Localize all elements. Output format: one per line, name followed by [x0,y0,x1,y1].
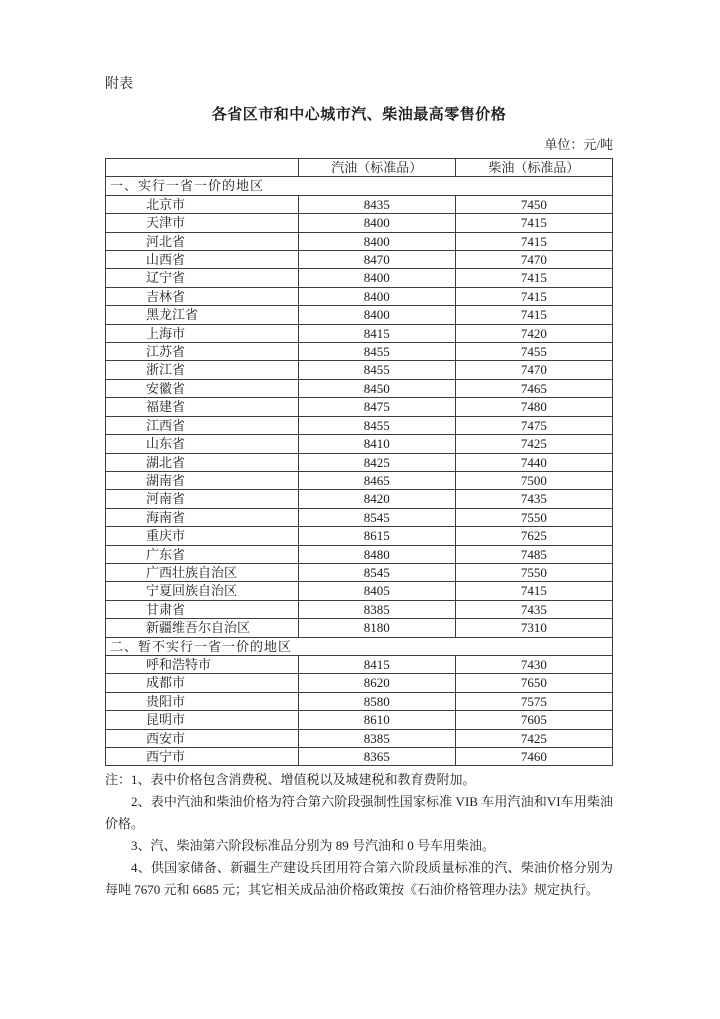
gasoline-price: 8545 [298,508,455,526]
table-row [106,343,613,361]
gasoline-price: 8465 [298,471,455,489]
gasoline-price: 8415 [298,655,455,673]
table-row [106,306,613,324]
diesel-price: 7465 [455,379,612,397]
diesel-price: 7420 [455,324,612,342]
region-name: 吉林省 [106,287,299,305]
region-name: 西安市 [106,729,299,747]
region-name: 甘肃省 [106,600,299,618]
diesel-price: 7440 [455,453,612,471]
unit-label: 单位：元/吨 [544,137,613,152]
table-row [106,655,613,673]
diesel-price: 7425 [455,435,612,453]
region-name: 湖南省 [106,471,299,489]
region-name: 江苏省 [106,343,299,361]
region-name: 广西壮族自治区 [106,563,299,581]
section-heading: 一、实行一省一价的地区 [106,177,613,195]
diesel-price: 7450 [455,195,612,213]
region-name: 江西省 [106,416,299,434]
diesel-price: 7480 [455,398,612,416]
table-row [106,582,613,600]
diesel-price: 7455 [455,343,612,361]
diesel-price: 7625 [455,527,612,545]
table-header-row [106,159,613,177]
gasoline-price: 8620 [298,674,455,692]
table-row [106,453,613,471]
gasoline-price: 8400 [298,269,455,287]
region-name: 贵阳市 [106,692,299,710]
table-row [106,471,613,489]
diesel-price: 7650 [455,674,612,692]
diesel-price: 7310 [455,619,612,637]
gasoline-price: 8610 [298,711,455,729]
region-name: 上海市 [106,324,299,342]
region-name: 河南省 [106,490,299,508]
gasoline-price: 8455 [298,343,455,361]
region-name: 西宁市 [106,748,299,766]
section-heading-row [106,177,613,195]
gasoline-price: 8470 [298,251,455,269]
diesel-price: 7415 [455,214,612,232]
table-row [106,527,613,545]
gasoline-price: 8415 [298,324,455,342]
diesel-price: 7415 [455,269,612,287]
region-name: 北京市 [106,195,299,213]
gasoline-price: 8385 [298,600,455,618]
note-item-4: 4、供国家储备、新疆生产建设兵团用符合第六阶段质量标准的汽、柴油价格分别为每吨 7670 元和 6685 元；其它相关成品油价格政策按《石油价格管理办法》规定执行。 [105,860,613,898]
gasoline-price: 8400 [298,232,455,250]
table-row [106,729,613,747]
region-name: 湖北省 [106,453,299,471]
table-row [106,416,613,434]
region-name: 昆明市 [106,711,299,729]
region-name: 宁夏回族自治区 [106,582,299,600]
diesel-price: 7415 [455,232,612,250]
section-heading-row [106,637,613,655]
section-heading: 二、暂不实行一省一价的地区 [106,637,613,655]
table-row [106,398,613,416]
gasoline-price: 8410 [298,435,455,453]
table-row [106,490,613,508]
gasoline-price: 8475 [298,398,455,416]
region-name: 福建省 [106,398,299,416]
diesel-price: 7550 [455,508,612,526]
annex-label: 附表 [105,77,133,92]
gasoline-price: 8400 [298,287,455,305]
column-header-gasoline: 汽油（标准品） [298,159,455,177]
region-name: 河北省 [106,232,299,250]
diesel-price: 7460 [455,748,612,766]
table-row [106,508,613,526]
table-row [106,748,613,766]
table-row [106,251,613,269]
diesel-price: 7415 [455,582,612,600]
table-row [106,563,613,581]
region-name: 浙江省 [106,361,299,379]
region-name: 新疆维吾尔自治区 [106,619,299,637]
table-row [106,232,613,250]
table-row [106,269,613,287]
region-name: 天津市 [106,214,299,232]
gasoline-price: 8385 [298,729,455,747]
gasoline-price: 8545 [298,563,455,581]
gasoline-price: 8455 [298,416,455,434]
region-name: 重庆市 [106,527,299,545]
diesel-price: 7550 [455,563,612,581]
gasoline-price: 8615 [298,527,455,545]
note-item-3: 3、汽、柴油第六阶段标准品分别为 89 号汽油和 0 号车用柴油。 [131,838,496,854]
diesel-price: 7500 [455,471,612,489]
notes-block [105,769,613,901]
diesel-price: 7485 [455,545,612,563]
diesel-price: 7575 [455,692,612,710]
price-table-body [106,177,613,766]
gasoline-price: 8580 [298,692,455,710]
table-row [106,379,613,397]
gasoline-price: 8180 [298,619,455,637]
region-name: 黑龙江省 [106,306,299,324]
table-row [106,711,613,729]
region-name: 呼和浩特市 [106,655,299,673]
region-name: 辽宁省 [106,269,299,287]
diesel-price: 7430 [455,655,612,673]
table-row [106,674,613,692]
region-name: 安徽省 [106,379,299,397]
page-title: 各省区市和中心城市汽、柴油最高零售价格 [211,107,507,123]
gasoline-price: 8480 [298,545,455,563]
diesel-price: 7470 [455,361,612,379]
diesel-price: 7415 [455,287,612,305]
region-name: 海南省 [106,508,299,526]
table-row [106,361,613,379]
gasoline-price: 8450 [298,379,455,397]
table-row [106,600,613,618]
gasoline-price: 8400 [298,306,455,324]
gasoline-price: 8400 [298,214,455,232]
table-row [106,287,613,305]
table-row [106,619,613,637]
gasoline-price: 8420 [298,490,455,508]
column-header-diesel: 柴油（标准品） [455,159,612,177]
table-row [106,435,613,453]
gasoline-price: 8435 [298,195,455,213]
gasoline-price: 8365 [298,748,455,766]
gasoline-price: 8425 [298,453,455,471]
gasoline-price: 8405 [298,582,455,600]
diesel-price: 7415 [455,306,612,324]
diesel-price: 7470 [455,251,612,269]
gasoline-price: 8455 [298,361,455,379]
diesel-price: 7435 [455,600,612,618]
region-name: 成都市 [106,674,299,692]
price-table [105,158,613,766]
note-item-2: 2、表中汽油和柴油价格为符合第六阶段强制性国家标准 VIB 车用汽油和VI车用柴油价格。 [105,794,613,832]
table-row [106,324,613,342]
table-row [106,545,613,563]
region-name: 山东省 [106,435,299,453]
table-row [106,195,613,213]
diesel-price: 7435 [455,490,612,508]
region-name: 广东省 [106,545,299,563]
table-row [106,692,613,710]
diesel-price: 7605 [455,711,612,729]
region-name: 山西省 [106,251,299,269]
table-row [106,214,613,232]
diesel-price: 7425 [455,729,612,747]
column-header-region [106,159,299,177]
note-item-1: 注：1、表中价格包含消费税、增值税以及城建税和教育费附加。 [105,772,476,788]
diesel-price: 7475 [455,416,612,434]
